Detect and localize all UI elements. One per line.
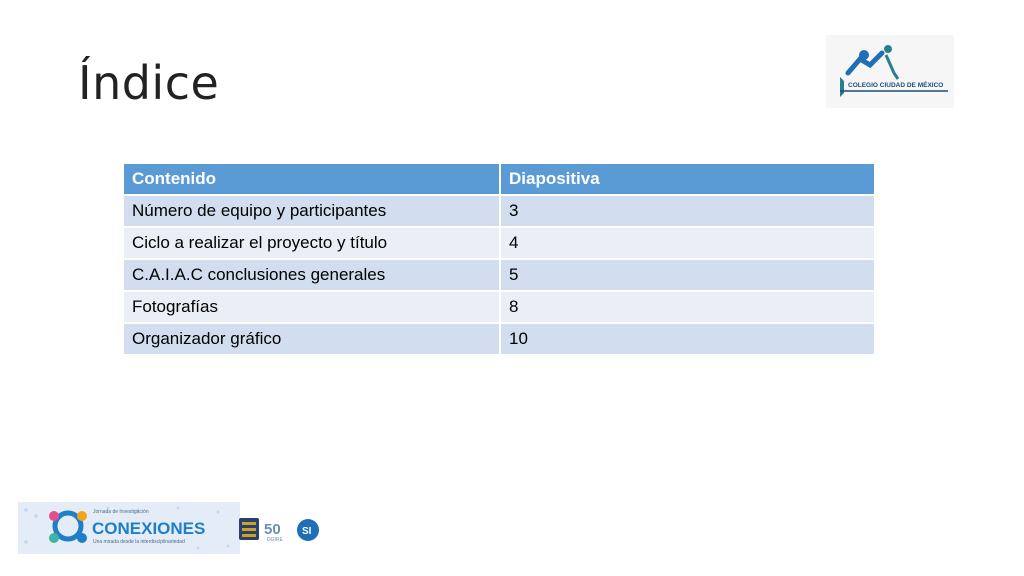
cell-diapositiva: 3 (501, 196, 876, 228)
banner-subtitle: Una mirada desde la interdisciplinariedad (93, 539, 185, 545)
cell-diapositiva: 10 (501, 324, 876, 356)
table-row (124, 260, 876, 292)
conexiones-banner (18, 502, 240, 554)
cell-diapositiva: 5 (501, 260, 876, 292)
cell-contenido: Número de equipo y participantes (124, 196, 501, 228)
header-diapositiva: Diapositiva (501, 164, 876, 196)
banner-top-text: Jornada de Investigación (93, 509, 149, 515)
cell-contenido: Organizador gráfico (124, 324, 501, 356)
cell-contenido: Ciclo a realizar el proyecto y título (124, 228, 501, 260)
cell-contenido: Fotografías (124, 292, 501, 324)
institution-logos (236, 512, 326, 548)
cell-contenido: C.A.I.A.C conclusiones generales (124, 260, 501, 292)
header-contenido: Contenido (124, 164, 501, 196)
logo-50-sub: DGIRE (267, 537, 283, 543)
table-row (124, 324, 876, 356)
cell-diapositiva: 4 (501, 228, 876, 260)
colegio-logo-icon (826, 35, 954, 108)
conexiones-logo-icon (18, 502, 240, 554)
slide-title: Índice (78, 56, 220, 110)
table-row (124, 292, 876, 324)
table-row (124, 196, 876, 228)
toc-table (124, 164, 876, 356)
table-row (124, 228, 876, 260)
logo-50-text: 50 (264, 521, 281, 538)
logo-si-text: SI (302, 526, 312, 537)
institution-logos-icon (236, 512, 326, 548)
colegio-logo-text: COLEGIO CIUDAD DE MÉXICO (848, 82, 944, 89)
table-header-row (124, 164, 876, 196)
cell-diapositiva: 8 (501, 292, 876, 324)
banner-title: CONEXIONES (92, 519, 206, 538)
colegio-logo (826, 35, 954, 108)
